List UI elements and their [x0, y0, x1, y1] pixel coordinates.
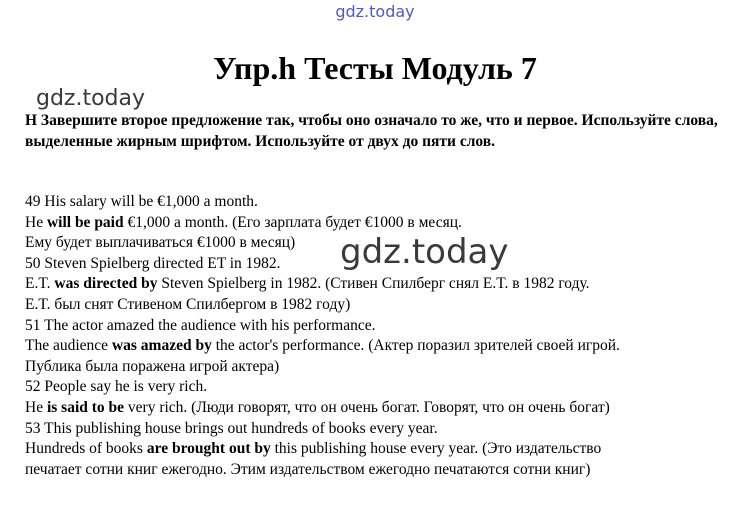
- text-line: He is said to be very rich. (Люди говорят, что он очень богат. Говорят, что он очень богат): [25, 398, 610, 416]
- text-line: 52 People say he is very rich.: [25, 378, 208, 396]
- answer-phrase: was amazed by: [111, 337, 212, 355]
- text-line: He will be paid €1,000 a month. (Его зарплата будет €1000 в месяц.: [25, 213, 462, 231]
- answer-phrase: was directed by: [54, 275, 158, 293]
- answer-phrase: will be paid: [46, 213, 124, 231]
- answer-phrase: are brought out by: [146, 440, 271, 458]
- text-line: E.T. was directed by Steven Spielberg in 1982. (Стивен Спилберг снял E.T. в 1982 году.: [25, 275, 590, 293]
- text-line: 53 This publishing house brings out hundreds of books every year.: [25, 419, 438, 437]
- text-line: The audience was amazed by the actor's performance. (Актер поразил зрителей своей игрой.: [25, 337, 620, 355]
- page-title: Упр.h Тесты Модуль 7: [213, 50, 537, 86]
- text-line: E.T. был снят Стивеном Спилбергом в 1982 году): [25, 295, 351, 313]
- watermark-left: gdz.today: [36, 86, 146, 111]
- text-line: Ему будет выплачиваться €1000 в месяц): [25, 234, 296, 252]
- text-line: 50 Steven Spielberg directed ET in 1982.: [25, 254, 281, 272]
- text-line: Hundreds of books are brought out by this publishing house every year. (Это издательство: [25, 440, 602, 458]
- text-line: 49 His salary will be €1,000 a month.: [25, 193, 258, 210]
- text-line: Публика была поражена игрой актера): [25, 357, 280, 375]
- text-line: печатает сотни книг ежегодно. Этим издательством ежегодно печатаются сотни книг): [25, 460, 591, 478]
- answer-phrase: is said to be: [46, 398, 125, 416]
- watermark-top: gdz.today: [335, 2, 415, 21]
- text-line: 51 The actor amazed the audience with his performance.: [25, 316, 376, 334]
- task-instruction: H Завершите второе предложение так, чтобы оно означало то же, что и первое. Используйте слова, выделенные жирным шрифтом. Используйте от двух до пяти слов.: [25, 112, 718, 150]
- watermark-middle: gdz.today: [340, 232, 509, 272]
